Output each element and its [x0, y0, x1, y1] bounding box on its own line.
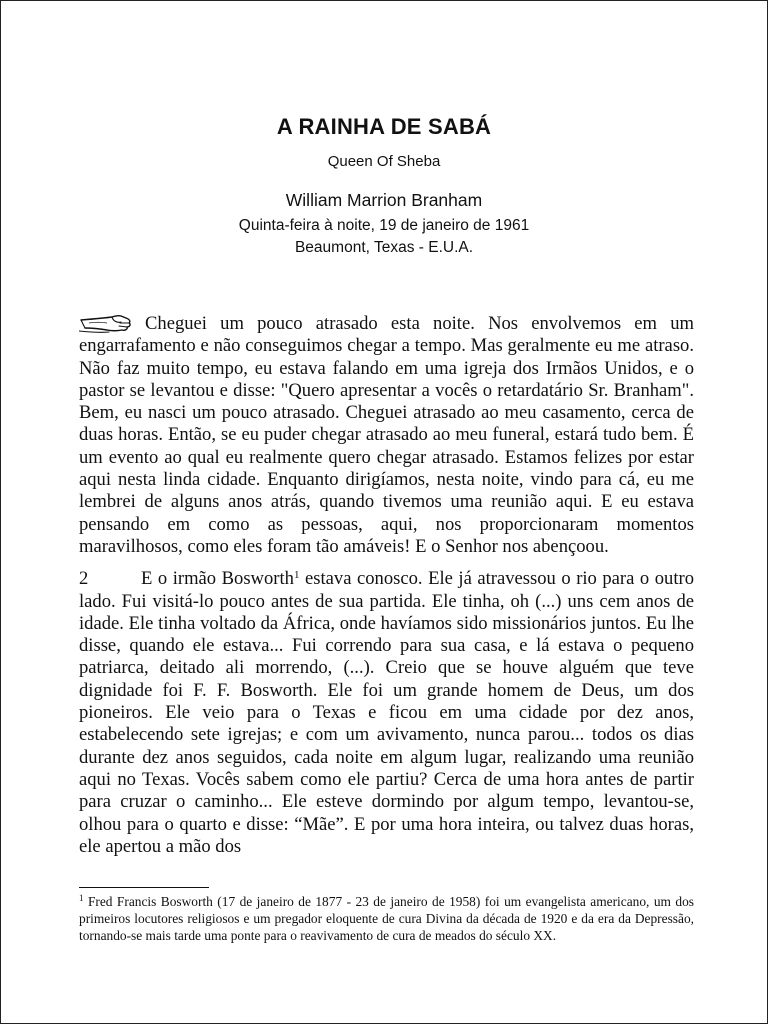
paragraph-number: 2 [79, 568, 89, 590]
sermon-place: Beaumont, Texas - E.U.A. [294, 239, 474, 256]
author-name: William Marrion Branham [285, 190, 483, 210]
paragraph-2-text-rest: estava conosco. Ele já atravessou o rio para o outro lado. Fui visitá-lo pouco antes de sua partida. Ele tinha, oh (...) uns cem anos de idade. Ele tinha voltado da África, onde havíamos sido missionários juntos. Eu lhe disse, quando ele estava... Fui correndo para sua casa, e lá estava o pequeno patriarca, deitado ali morrendo, (...). Creio que se houve alguém que teve dignidade foi F. F. Bosworth. Ele foi um grande homem de Deus, um dos pioneiros. Ele veio para o Texas e ficou em uma cidade por dez anos, estabelecendo sete igrejas; e com um avivamento, nunca parou... todos os dias durante dez anos seguidos, cada noite em algum lugar, realizando uma reunião aqui no Texas. Vocês sabem como ele partiu? Cerca de uma hora antes de partir para cruzar o caminho... Ele esteve dormindo por algum tempo, levantou-se, olhou para o quarto e disse: “Mãe”. E por uma hora inteira, ou talvez duas horas, ele apertou a mão dos [79, 568, 694, 857]
document-title: A RAINHA DE SABÁ [276, 114, 492, 139]
paragraph-2-text-start: E o irmão Bosworth [141, 568, 294, 590]
sermon-body [79, 312, 694, 858]
footnote-divider [79, 887, 209, 888]
footnote-text: Fred Francis Bosworth (17 de janeiro de 1877 - 23 de janeiro de 1958) foi um evangelista americano, um dos primeiros locutores religiosos e um pregador eloquente de cura Divina da década de 1920 e da era da Depressão, tornando-se mais tarde uma ponte para o reavivamento de cura de meados do século XX. [79, 894, 694, 943]
footnote-reference[interactable]: 1 [293, 569, 300, 582]
sermon-date: Quinta-feira à noite, 19 de janeiro de 1961 [238, 217, 530, 234]
pointing-hand-icon [79, 312, 137, 334]
footnote-mark: 1 [79, 893, 84, 903]
paragraph-2 [79, 568, 694, 858]
paragraph-1 [79, 312, 694, 558]
footnote [79, 893, 694, 944]
paragraph-1-text: Cheguei um pouco atrasado esta noite. Nos envolvemos em um engarrafamento e não conseguimos chegar a tempo. Mas geralmente eu me atraso. Não faz muito tempo, eu estava falando em uma igreja dos Irmãos Unidos, e o pastor se levantou e disse: "Quero apresentar a vocês o retardatário Sr. Branham". Bem, eu nasci um pouco atrasado. Cheguei atrasado ao meu casamento, cerca de duas horas. Então, se eu puder chegar atrasado ao meu funeral, estará tudo bem. É um evento ao qual eu realmente quero chegar atrasado. Estamos felizes por estar aqui nesta linda cidade. Enquanto dirigíamos, nesta noite, vindo para cá, eu me lembrei de alguns anos atrás, quando tivemos uma reunião aqui. E eu estava pensando em como as pessoas, aqui, nos proporcionaram momentos maravilhosos, como eles foram tão amáveis! E o Senhor nos abençoou. [79, 313, 694, 557]
document-subtitle: Queen Of Sheba [327, 153, 441, 170]
